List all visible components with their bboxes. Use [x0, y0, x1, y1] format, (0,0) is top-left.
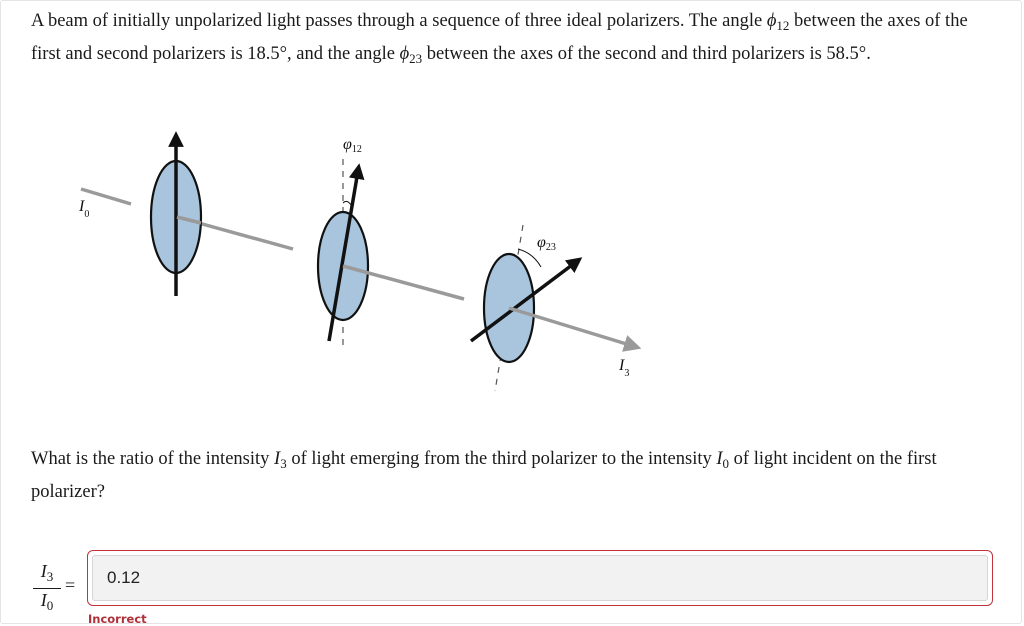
phi12-symbol: ϕ	[766, 11, 777, 31]
i3-label: $I_3$	[619, 357, 630, 379]
phi23-subscript: 23	[409, 51, 423, 66]
answer-input[interactable]: 0.12	[92, 555, 988, 601]
phi12-subscript: 12	[776, 18, 790, 33]
answer-input-frame[interactable]	[87, 550, 993, 606]
phi23-label: φ23	[537, 234, 556, 253]
polarizer-diagram	[61, 119, 661, 399]
intro-text-3: between the axes of the second and third polarizers is 58.5°.	[422, 44, 871, 64]
ratio-label	[29, 561, 65, 616]
i0-label: $I_0$	[79, 198, 90, 220]
prompt-text-3: of light incident on the first polarizer?	[31, 449, 937, 502]
ratio-denominator	[29, 590, 65, 616]
intro-text-1: A beam of initially unpolarized light passes through a sequence of three ideal polarizers. The angle	[31, 11, 767, 31]
equals-sign: =	[65, 575, 76, 595]
phi12-label: φ12	[343, 136, 362, 155]
intro-text-2: between the axes of the first and second polarizers is 18.5°, and the angle	[31, 11, 968, 64]
prompt-text-2: of light emerging from the third polarizer to the intensity	[286, 449, 717, 469]
i3-symbol: I	[274, 449, 281, 469]
denominator-symbol: I	[40, 590, 47, 610]
numerator-symbol: I	[40, 561, 47, 581]
problem-statement	[31, 7, 1001, 73]
incident-beam	[81, 189, 131, 204]
numerator-subscript: 3	[46, 569, 54, 584]
i0-symbol: I	[716, 449, 723, 469]
i3-subscript: 3	[280, 456, 287, 471]
feedback-incorrect: Incorrect	[88, 612, 147, 626]
question-prompt	[31, 445, 991, 507]
ratio-numerator	[29, 561, 65, 587]
fraction-bar	[33, 588, 61, 589]
i0-subscript: 0	[722, 456, 730, 471]
prompt-text-1: What is the ratio of the intensity	[31, 449, 275, 469]
angle-arc-12	[343, 201, 351, 205]
phi23-symbol: ϕ	[399, 44, 410, 64]
denominator-subscript: 0	[46, 598, 54, 613]
